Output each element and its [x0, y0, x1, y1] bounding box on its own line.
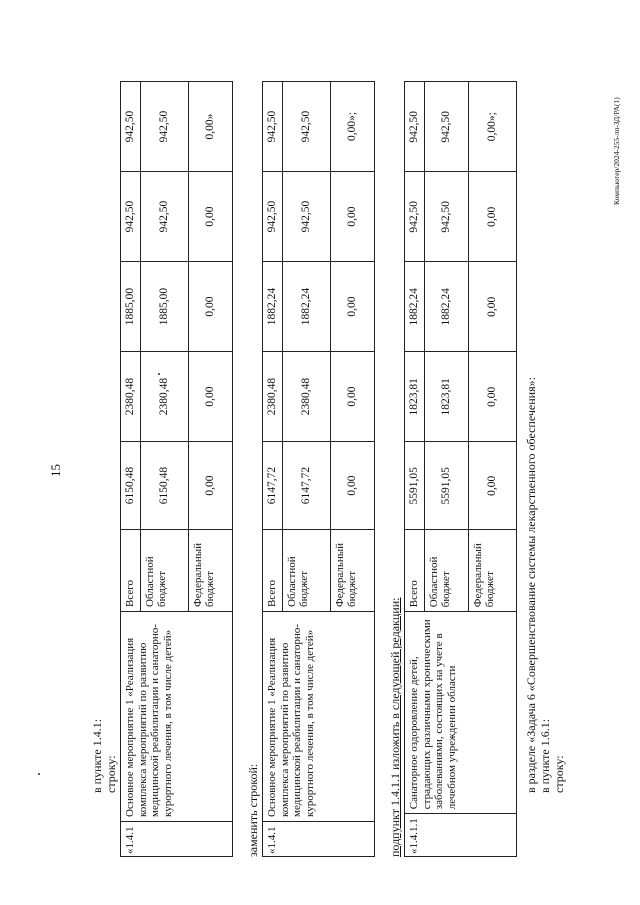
replace-label: заменить строкой: — [246, 763, 260, 857]
outro-row-label: строку: — [552, 755, 566, 793]
value-cell: 942,50 — [405, 82, 425, 172]
value-cell: 6147,72 — [282, 442, 330, 530]
value-cell: 942,50 — [405, 172, 425, 262]
value-cell: 1882,24 — [282, 262, 330, 352]
value-cell: 0,00 — [468, 172, 516, 262]
value-cell: 1882,24 — [424, 262, 468, 352]
value-cell: 1882,24 — [405, 262, 425, 352]
funding-source: Областной бюджет — [424, 530, 468, 612]
row-code: «1.4.1 — [263, 822, 375, 857]
value-cell: 0,00 — [188, 352, 232, 442]
measure-name: Основное мероприятие 1 «Реализация комплекса мероприятий по развитию медицинской реабилитации и санаторно-курортного лечения, в том числе детей» — [263, 612, 375, 822]
value-cell: 942,50 — [121, 172, 141, 262]
value-cell: 2380,48 — [121, 352, 141, 442]
value-cell: 6150,48 — [121, 442, 141, 530]
table-row — [263, 82, 283, 857]
value-cell: 6150,48 — [140, 442, 188, 530]
value-cell: 0,00 — [188, 442, 232, 530]
value-cell: 942,50 — [263, 172, 283, 262]
value-cell: 0,00 — [468, 352, 516, 442]
value-cell: 2380,48 — [140, 352, 188, 442]
value-cell: 942,50 — [121, 82, 141, 172]
value-cell: 1823,81 — [424, 352, 468, 442]
table-original-row — [120, 81, 233, 857]
value-cell: 0,00 — [468, 442, 516, 530]
value-cell: 5591,05 — [405, 442, 425, 530]
table-new-subpoint — [404, 81, 517, 857]
value-cell: 1885,00 — [140, 262, 188, 352]
table-replacement-row — [262, 81, 375, 857]
value-cell: 1823,81 — [405, 352, 425, 442]
table-row — [405, 82, 425, 857]
intro-row-label: строку: — [104, 755, 118, 793]
funding-source: Федеральный бюджет — [188, 530, 232, 612]
outro-section-label: в разделе «Задача 6 «Совершенствование системы лекарственного обеспечения»: — [524, 377, 538, 793]
scan-speck — [38, 773, 40, 775]
value-cell: 1885,00 — [121, 262, 141, 352]
funding-source: Всего — [263, 530, 283, 612]
value-cell: 942,50 — [140, 82, 188, 172]
outro-point-label: в пункте 1.6.1: — [538, 718, 552, 793]
funding-source: Всего — [121, 530, 141, 612]
value-cell: 0,00 — [330, 352, 374, 442]
value-cell: 942,50 — [282, 82, 330, 172]
subpoint-label: подпункт 1.4.1.1 изложить в следующей редакции: — [388, 597, 402, 857]
funding-source: Всего — [405, 530, 425, 612]
value-cell: 2380,48 — [263, 352, 283, 442]
value-cell: 942,50 — [140, 172, 188, 262]
value-cell: 0,00 — [188, 172, 232, 262]
measure-name: Основное мероприятие 1 «Реализация комплекса мероприятий по развитию медицинской реабилитации и санаторно-курортного лечения, в том числе детей» — [121, 612, 233, 822]
page-number: 15 — [48, 464, 63, 477]
row-code: «1.4.1.1 — [405, 814, 517, 857]
measure-name: Санаторное оздоровление детей, страдающих различными хроническими заболеваниями, состоящих на учете в лечебном учреждении области — [405, 612, 517, 814]
value-cell: 942,50 — [424, 82, 468, 172]
document-id-footer: Компьютер/2024-255-лп-ЗД/РА(1) — [612, 97, 621, 205]
value-cell: 0,00»; — [468, 82, 516, 172]
value-cell: 0,00 — [330, 262, 374, 352]
value-cell: 0,00 — [330, 442, 374, 530]
value-cell: 0,00 — [330, 172, 374, 262]
value-cell: 0,00 — [468, 262, 516, 352]
value-cell: 942,50 — [263, 82, 283, 172]
funding-source: Областной бюджет — [282, 530, 330, 612]
scan-speck — [158, 373, 160, 375]
value-cell: 6147,72 — [263, 442, 283, 530]
value-cell: 5591,05 — [424, 442, 468, 530]
funding-source: Областной бюджет — [140, 530, 188, 612]
value-cell: 1882,24 — [263, 262, 283, 352]
value-cell: 942,50 — [282, 172, 330, 262]
funding-source: Федеральный бюджет — [330, 530, 374, 612]
table-row — [121, 82, 141, 857]
value-cell: 0,00»; — [330, 82, 374, 172]
intro-point-label: в пункте 1.4.1: — [90, 718, 104, 793]
value-cell: 0,00» — [188, 82, 232, 172]
value-cell: 942,50 — [424, 172, 468, 262]
value-cell: 0,00 — [188, 262, 232, 352]
funding-source: Федеральный бюджет — [468, 530, 516, 612]
row-code: «1.4.1 — [121, 822, 233, 857]
value-cell: 2380,48 — [282, 352, 330, 442]
